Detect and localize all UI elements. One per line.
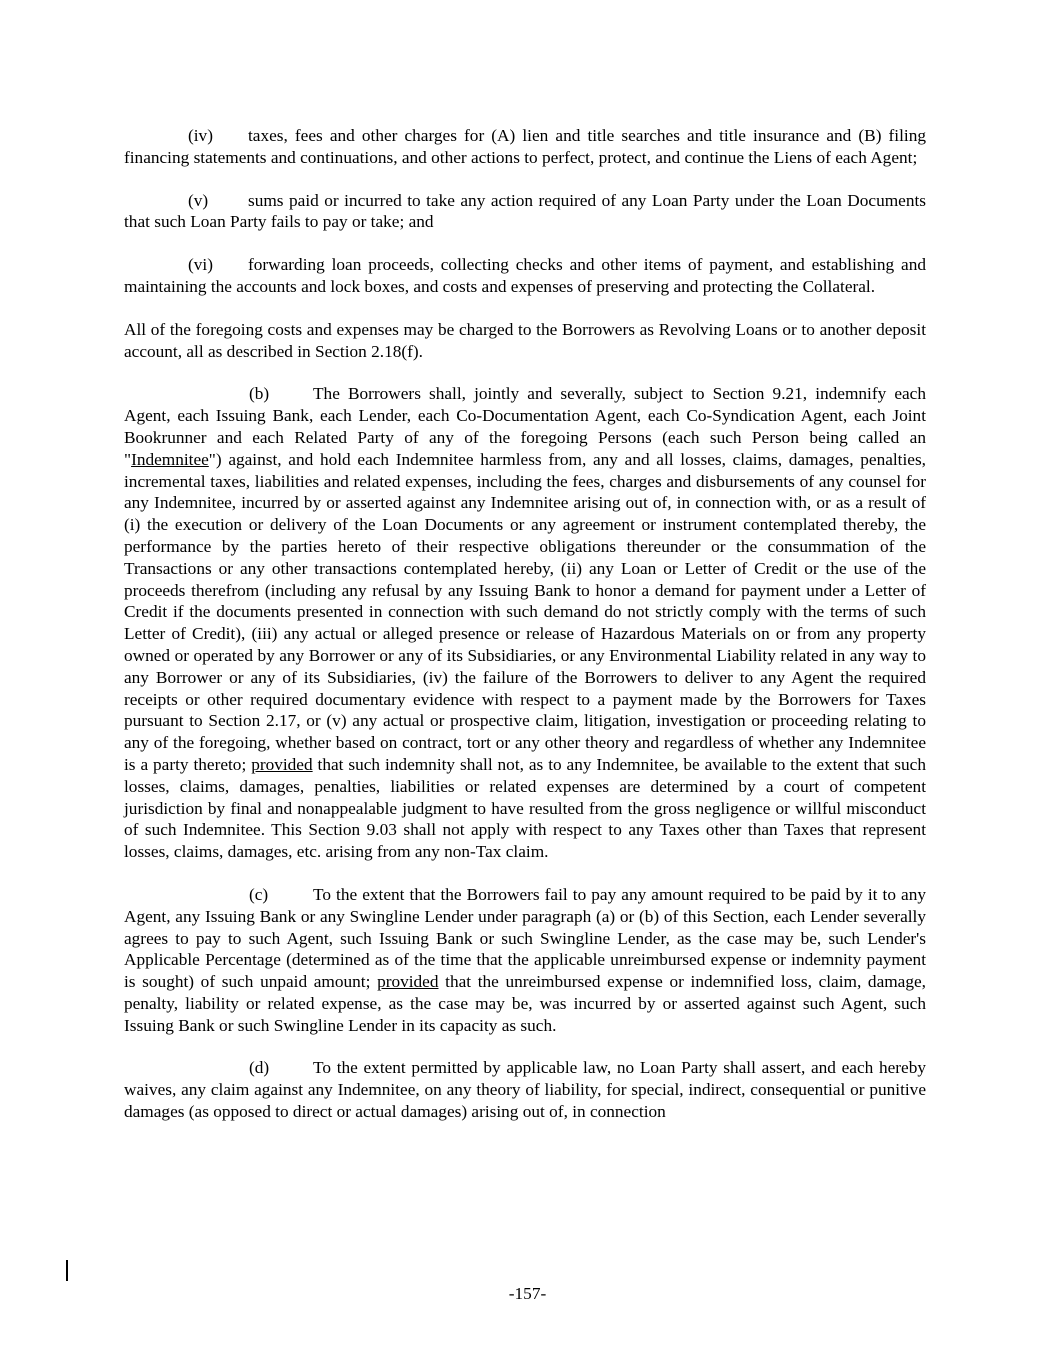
paragraph-v [124, 190, 926, 234]
paragraph-iv [124, 125, 926, 169]
defined-term-indemnitee: Indemnitee [131, 449, 209, 469]
clause-label-c: (c) [249, 884, 269, 904]
clause-text-vi: forwarding loan proceeds, collecting checks and other items of payment, and establishing and maintaining the accounts and lock boxes, and costs and expenses of preserving and protecting the Collateral. [124, 255, 926, 296]
document-page [124, 125, 926, 1144]
clause-text-d: To the extent permitted by applicable law, no Loan Party shall assert, and each hereby waives, any claim against any Indemnitee, on any theory of liability, for special, indirect, consequential or punitive damages (as opposed to direct or actual damages) arising out of, in connection [124, 1058, 926, 1122]
clause-text-iv: taxes, fees and other charges for (A) lien and title searches and title insurance and (B) filing financing statements and continuations, and other actions to perfect, protect, and continue the Liens of each Agent; [124, 126, 926, 167]
clause-text-v: sums paid or incurred to take any action required of any Loan Party under the Loan Documents that such Loan Party fails to pay or take; and [124, 190, 926, 232]
clause-label-d: (d) [249, 1058, 270, 1078]
revision-bar [66, 1260, 68, 1281]
clause-label-b: (b) [249, 384, 270, 404]
paragraph-b [124, 383, 926, 863]
clause-label-iv: (iv) [188, 126, 213, 145]
foregoing-text: All of the foregoing costs and expenses may be charged to the Borrowers as Revolving Loans or to another deposit account, all as described in Section 2.18(f). [124, 319, 926, 361]
proviso-c: provided [377, 972, 439, 992]
clause-text-b-1: The Borrowers shall, jointly and severally, subject to Section 9.21, indemnify each Agent, each Issuing Bank, each Lender, each Co-Documentation Agent, each Co-Syndication Agent, each Joint Bookrunner and each Related Party of any of the foregoing Persons (each such Person being called an " [124, 384, 926, 469]
paragraph-vi [124, 254, 926, 298]
clause-label-vi: (vi) [188, 255, 213, 275]
clause-label-v: (v) [188, 190, 209, 210]
paragraph-foregoing [124, 319, 926, 363]
proviso-b: provided [251, 754, 313, 774]
clause-text-c-1: To the extent that the Borrowers fail to pay any amount required to be paid by it to any Agent, any Issuing Bank or any Swingline Lender under paragraph (a) or (b) of this Section, each Lender severally agrees to pay to such Agent, such Issuing Bank or such Swingline Lender, as the case may be, such Lender's Applicable Percentage (determined as of the time that the applicable unreimbursed expense or indemnity payment is sought) of such unpaid amount; [124, 884, 926, 992]
paragraph-d [124, 1057, 926, 1122]
clause-text-b-3: that such indemnity shall not, as to any Indemnitee, be available to the extent that such losses, claims, damages, penalties, liabilities or related expenses are determined by a court of competent jurisdiction by final and nonappealable judgment to have resulted from the gross negligence or willful misconduct of such Indemnitee. This Section 9.03 shall not apply with respect to any Taxes other than Taxes that represent losses, claims, damages, etc. arising from any non-Tax claim. [124, 754, 926, 862]
paragraph-c [124, 884, 926, 1037]
clause-text-c-2: that the unreimbursed expense or indemnified loss, claim, damage, penalty, liability or related expense, as the case may be, was incurred by or asserted against such Agent, such Issuing Bank or such Swingline Lender in its capacity as such. [124, 972, 926, 1035]
page-number: -157- [508, 1284, 547, 1303]
clause-text-b-2: ") against, and hold each Indemnitee harmless from, any and all losses, claims, damages, penalties, incremental taxes, liabilities and related expenses, including the fees, charges and disbursements of any counsel for any Indemnitee, incurred by or asserted against any Indemnitee arising out of, in connection with, or as a result of (i) the execution or delivery of the Loan Documents or any agreement or instrument contemplated thereby, the performance by the parties hereto of their respective obligations thereunder or the consummation of the Transactions or any other transactions contemplated hereby, (ii) any Loan or Letter of Credit or the use of the proceeds therefrom (including any refusal by any Issuing Bank to honor a demand for payment under a Letter of Credit if the documents presented in connection with such demand do not strictly comply with the terms of such Letter of Credit), (iii) any actual or alleged presence or release of Hazardous Materials on or from any property owned or operated by any Borrower or any of its Subsidiaries, or any Environmental Liability related in any way to any Borrower or any of its Subsidiaries, (iv) the failure of the Borrowers to deliver to any Agent the required receipts or other required documentary evidence with respect to a payment made by the Borrowers for Taxes pursuant to Section 2.17, or (v) any actual or prospective claim, litigation, investigation or proceeding relating to any of the foregoing, whether based on contract, tort or any other theory and regardless of whether any Indemnitee is a party thereto; [124, 449, 926, 774]
